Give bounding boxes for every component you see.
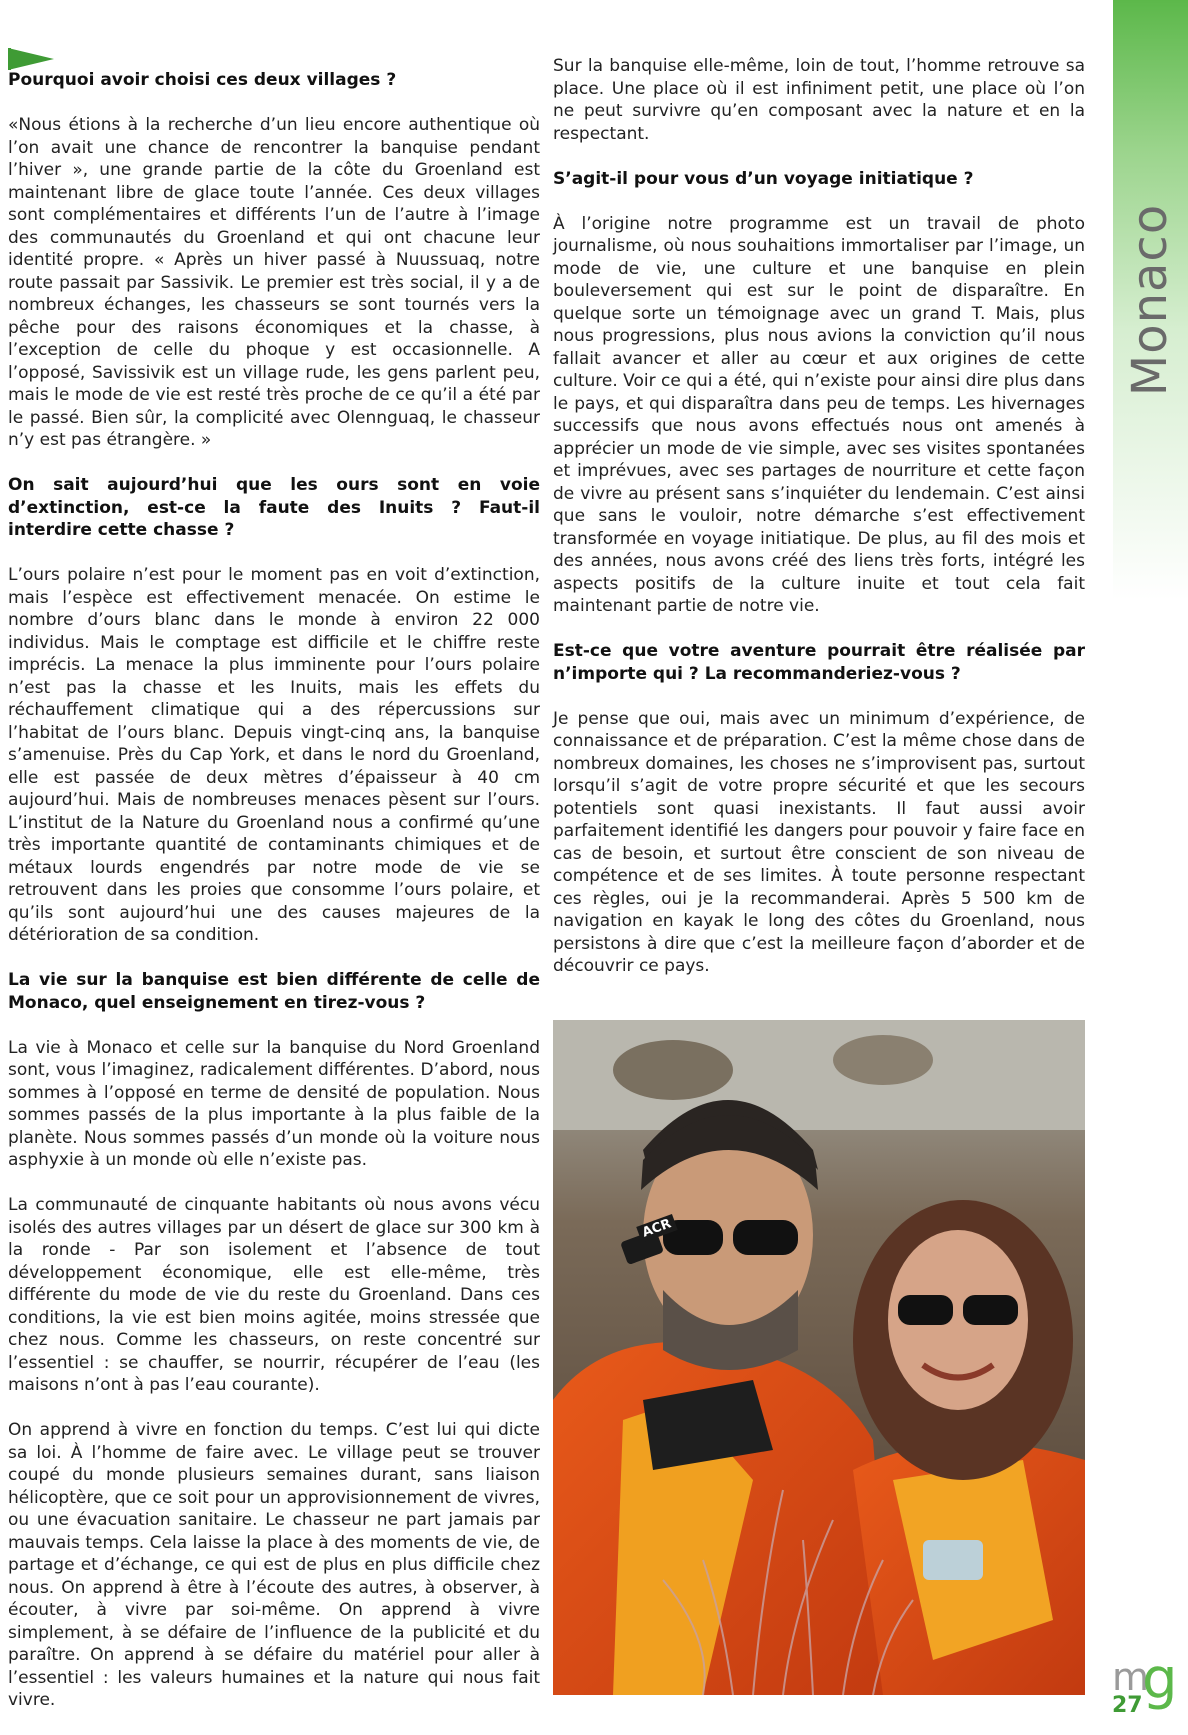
question: Est-ce que votre aventure pourrait être réalisée par n’importe qui ? La recommanderiez-vous ? bbox=[553, 641, 1085, 684]
logo-letter-g: g bbox=[1142, 1647, 1178, 1712]
photo-couple-in-kayak-gear bbox=[553, 1020, 1085, 1695]
question: La vie sur la banquise est bien différente de celle de Monaco, quel enseignement en tirez-vous ? bbox=[8, 970, 540, 1013]
answer-paragraph: La communauté de cinquante habitants où nous avons vécu isolés des autres villages par un désert de glace sur 300 km à la ronde - Par son isolement et l’absence de tout développement économique, elle est elle-même, très différente du mode de vie du reste du Groenland. Dans ces conditions, la vie est bien moins agitée, moins stressée que chez nous. Comme les chasseurs, on reste concentré sur l’essentiel : se chauffer, se nourrir, récupérer de l’eau (les maisons n’ont à pas l’eau courante). bbox=[8, 1195, 540, 1395]
question: S’agit-il pour vous d’un voyage initiatique ? bbox=[553, 168, 974, 189]
answer-paragraph: «Nous étions à la recherche d’un lieu encore authentique où l’on avait une chance de rencontrer la banquise pendant l’hiver », une grande partie de la côte du Groenland est maintenant libre de glace toute l’année. Ces deux villages sont complémentaires et différents l’un de l’autre à l’image des communautés du Groenland et qui ont chacune leur identité propre. « Après un hiver passé à Nuussuaq, notre route passait par Sassivik. Le premier est très social, il y a de nombreux échanges, les chasseurs se sont tournés vers la pêche pour des raisons économiques et la chasse, à l’exception de celle du phoque y est occasionnelle. A l’opposé, Savissivik est un village rude, les gens parlent peu, mais le mode de vie est resté très proche de ce qu’il a été par le passé. Bien sûr, la complicité avec Olennguaq, le chasseur n’y est pas étrangère. » bbox=[8, 115, 540, 450]
answer-paragraph: L’ours polaire n’est pour le moment pas en voit d’extinction, mais l’espèce est effectivement menacée. On estime le nombre d’ours blanc dans le monde à environ 22 000 individus. Mais le comptage est difficile et le chiffre reste imprécis. La menace la plus imminente pour l’ours polaire n’est pas la chasse et les Inuits, mais les effets du réchauffement climatique qui a des répercussions sur l’habitat de l’ours blanc. Depuis vingt-cinq ans, la banquise s’amenuise. Près du Cap York, et dans le nord du Groenland, elle est passée de deux mètres d’épaisseur à 40 cm aujourd’hui. Mais de nombreuses menaces pèsent sur l’ours. L’institut de la Nature du Groenland nous a confirmé qu’une très importante quantité de contaminants chimiques et de métaux lourds engendrés par notre mode de vie se retrouvent dans les proies que consomme l’ours polaire, et qu’ils sont aujourd’hui une des causes majeures de la détérioration de sa condition. bbox=[8, 565, 540, 945]
answer-paragraph: À l’origine notre programme est un travail de photo journalisme, où nous souhaitions immortaliser par l’image, un mode de vie, une culture et une banquise en plein bouleversement qui est sur le point de disparaître. En quelque sorte un témoignage avec un grand T. Mais, plus nous progressions, plus nous avions la conviction qu’il nous fallait avancer et aller au cœur et aux origines de cette culture. Voir ce qui a été, qui n’existe pour ainsi dire plus dans le pays, et qui disparaîtra dans peu de temps. Les hivernages successifs que nous avons effectués nous ont amenés à apprécier un mode de vie simple, avec ses visites spontanées et imprévues, avec ses partages de nourriture et cette façon de vivre au présent sans s’inquiéter du lendemain. C’est ainsi que sans le vouloir, notre démarche s’est effectivement transformée en voyage initiatique. De plus, au fil des mois et des années, nous avons créé des liens très forts, intégré les aspects positifs de la culture inuite et tout cela fait maintenant partie de notre vie. bbox=[553, 213, 1085, 616]
answer-paragraph: Sur la banquise elle-même, loin de tout, l’homme retrouve sa place. Une place où il est infiniment petit, une place où l’on ne peut survivre qu’en composant avec la nature et en la respectant. bbox=[553, 56, 1085, 144]
answer-paragraph: Je pense que oui, mais avec un minimum d’expérience, de connaissance et de préparation. C’est la même chose dans de nombreux domaines, les choses ne s’improvisent pas, surtout lorsqu’il s’agit de votre propre sécurité et que les secours potentiels sont quasi inexistants. Il faut aussi avoir parfaitement identifié les dangers pour pouvoir y faire face en cas de besoin, et surtout être conscient de son niveau de compétence et de ses limites. À toute personne respectant ces règles, oui je la recommanderai. Après 5 500 km de navigation en kayak le long des côtes du Groenland, nous persistons à dire que c’est la meilleure façon d’aborder et de découvrir ce pays. bbox=[553, 708, 1085, 976]
page-number: 27 bbox=[1112, 1693, 1143, 1718]
right-column bbox=[553, 55, 1085, 1000]
answer-paragraph: On apprend à vivre en fonction du temps. C’est lui qui dicte sa loi. À l’homme de faire avec. Le village peut se trouver coupé du monde plusieurs semaines durant, sans liaison hélicoptère, que ce soit pour un approvisionnement de vivres, ou une évacuation sanitaire. Le chasseur ne part jamais par mauvais temps. Cela laisse la place à des moments de vie, de partage et d’échange, ce qui est de plus en plus difficile chez nous. On apprend à être à l’écoute des autres, à observer, à écouter, à vivre par soi-même. On apprend à vivre simplement, à se défaire de l’influence de la publicité et du paraître. On apprend à se défaire du matériel pour aller à l’essentiel : les valeurs humaines et la nature qui nous fait vivre. bbox=[8, 1420, 540, 1710]
logo-letter-m: m bbox=[1112, 1655, 1150, 1699]
answer-paragraph: La vie à Monaco et celle sur la banquise du Nord Groenland sont, vous l’imaginez, radicalement différentes. D’abord, nous sommes à l’opposé en terme de densité de population. Nous sommes passés de la plus importante à la plus faible de la planète. Nous sommes passés d’un monde où la voiture nous asphyxie à un monde où elle n’existe pas. bbox=[8, 1037, 540, 1170]
question: On sait aujourd’hui que les ours sont en voie d’extinction, est-ce la faute des Inuits ? Faut-il interdire cette chasse ? bbox=[8, 475, 540, 540]
question: Pourquoi avoir choisi ces deux villages ? bbox=[8, 70, 397, 90]
section-label: Monaco bbox=[1122, 203, 1178, 397]
acr-badge: ACR bbox=[636, 1214, 677, 1243]
left-column bbox=[8, 55, 540, 1734]
